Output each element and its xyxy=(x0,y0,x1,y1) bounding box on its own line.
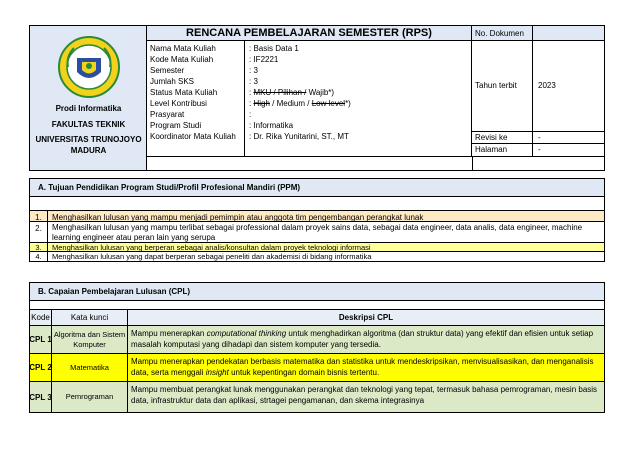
info-value-sks: : 3 xyxy=(249,77,258,86)
cpl-row-2 xyxy=(30,354,604,382)
section-a-tujuan xyxy=(29,178,605,262)
no-dokumen-value xyxy=(533,26,604,41)
info-label: Jumlah SKS xyxy=(150,77,195,86)
info-value-level: : High / Medium / Low level*) xyxy=(249,99,351,108)
tahun-terbit-value: 2023 xyxy=(533,41,604,132)
info-value-nama: : Basis Data 1 xyxy=(249,44,299,53)
info-label: Koordinator Mata Kuliah xyxy=(150,132,236,141)
info-label: Program Studi xyxy=(150,121,202,130)
tujuan-number: 4. xyxy=(30,252,48,261)
tujuan-text: Menghasilkan lulusan yang dapat berperan sebagai peneliti dan akademisi di bidang informatika xyxy=(52,252,372,261)
university-logo-icon xyxy=(58,36,120,98)
cpl-kode: CPL 3 xyxy=(30,382,52,412)
col-kata-kunci-header: Kata kunci xyxy=(52,310,128,325)
info-value-prasyarat: : xyxy=(249,110,252,119)
cpl-kata-kunci: Pemrograman xyxy=(52,382,128,412)
info-column-divider xyxy=(244,41,245,156)
tujuan-text: Menghasilkan lulusan yang mampu menjadi pemimpin atau anggota tim pengembangan perangkat lunak xyxy=(52,213,424,222)
section-b-cpl xyxy=(29,282,605,413)
revisi-label: Revisi ke xyxy=(472,132,533,144)
tujuan-number: 1. xyxy=(30,211,48,221)
tujuan-number: 3. xyxy=(30,243,48,251)
cpl-deskripsi: Mampu menerapkan pendekatan berbasis matematika dan statistika untuk mendeskripsikan, menvisualisasikan, dan menganalisis data, serta menggali insight untuk kepentingan domain bisnis tertentu. xyxy=(131,357,594,377)
cpl-row-1 xyxy=(30,326,604,354)
tujuan-row-2 xyxy=(30,222,604,243)
tujuan-text: Menghasilkan lulusan yang berperan sebagai analis/konsultan dalam proyek teknologi informasi xyxy=(52,243,371,252)
no-dokumen-label: No. Dokumen xyxy=(472,26,533,41)
rps-header xyxy=(29,25,605,171)
fakultas-label: FAKULTAS TEKNIK xyxy=(51,120,126,129)
info-labels xyxy=(150,43,242,142)
logo-cell xyxy=(30,26,147,170)
cpl-kode: CPL 1 xyxy=(30,326,52,353)
tujuan-row-4 xyxy=(30,252,604,261)
info-label: Status Mata Kuliah xyxy=(150,88,218,97)
halaman-label: Halaman xyxy=(472,144,533,156)
info-value-semester: : 3 xyxy=(249,66,258,75)
info-label: Kode Mata Kuliah xyxy=(150,55,214,64)
document-title: RENCANA PEMBELAJARAN SEMESTER (RPS) xyxy=(147,26,472,41)
info-label: Nama Mata Kuliah xyxy=(150,44,216,53)
halaman-value: - xyxy=(538,145,541,154)
universitas-label-line2: MADURA xyxy=(70,146,107,155)
universitas-label-line1: UNIVERSITAS TRUNOJOYO xyxy=(35,135,142,144)
cpl-deskripsi: Mampu membuat perangkat lunak menggunakan perangkat dan teknologi yang tepat, termasuk bahasa pemrograman, mesin basis data, infrastruktur data dan aplikasi, strtagei pengamanan, dan skema integrasinya xyxy=(131,385,598,405)
revisi-value: - xyxy=(533,132,604,144)
tujuan-text: Menghasilkan lulusan yang mampu terlibat sebagai professional dalam proyek sains data, sebagai data engineer, data analis, data engineer, machine learning engineer atau peran lain yang serupa xyxy=(52,223,583,242)
info-label: Prasyarat xyxy=(150,110,185,119)
cpl-kode: CPL 2 xyxy=(30,354,52,381)
info-value-prodi: : Informatika xyxy=(249,121,294,130)
cpl-column-header xyxy=(30,310,604,326)
info-label: Semester xyxy=(150,66,185,75)
header-footer-row xyxy=(147,156,604,170)
tahun-terbit-label: Tahun terbit xyxy=(472,41,533,132)
tujuan-number: 2. xyxy=(30,222,48,242)
section-a-spacer xyxy=(30,197,604,211)
section-b-title: B. Capaian Pembelajaran Lulusan (CPL) xyxy=(30,283,604,301)
cpl-deskripsi: Mampu menerapkan computational thinking untuk menghadirkan algoritma (dan struktur data) yang efektif dan efisien untuk setiap masalah komputasi yang dihadapi dan sistem komputer yang tersedia. xyxy=(131,329,594,349)
tujuan-row-1 xyxy=(30,211,604,222)
col-kode-header: Kode xyxy=(30,310,52,325)
info-value-koordinator: : Dr. Rika Yunitarini, ST., MT xyxy=(249,132,349,141)
tujuan-row-3 xyxy=(30,243,604,252)
info-value-status: : MKU / Pilihan / Wajib*) xyxy=(249,88,335,97)
cpl-row-3 xyxy=(30,382,604,412)
col-deskripsi-header: Deskripsi CPL xyxy=(338,313,394,322)
cpl-kata-kunci: Algoritma dan Sistem Komputer xyxy=(52,326,128,353)
section-b-spacer xyxy=(30,301,604,310)
info-values xyxy=(249,43,469,142)
prodi-label: Prodi Informatika xyxy=(55,104,122,113)
info-value-kode: : IF2221 xyxy=(249,55,279,64)
info-label: Level Kontribusi xyxy=(150,99,207,108)
footer-divider xyxy=(472,157,473,171)
cpl-kata-kunci: Matematika xyxy=(52,354,128,381)
section-a-title: A. Tujuan Pendidikan Program Studi/Profil Profesional Mandiri (PPM) xyxy=(30,179,604,197)
course-info-table xyxy=(147,41,472,156)
